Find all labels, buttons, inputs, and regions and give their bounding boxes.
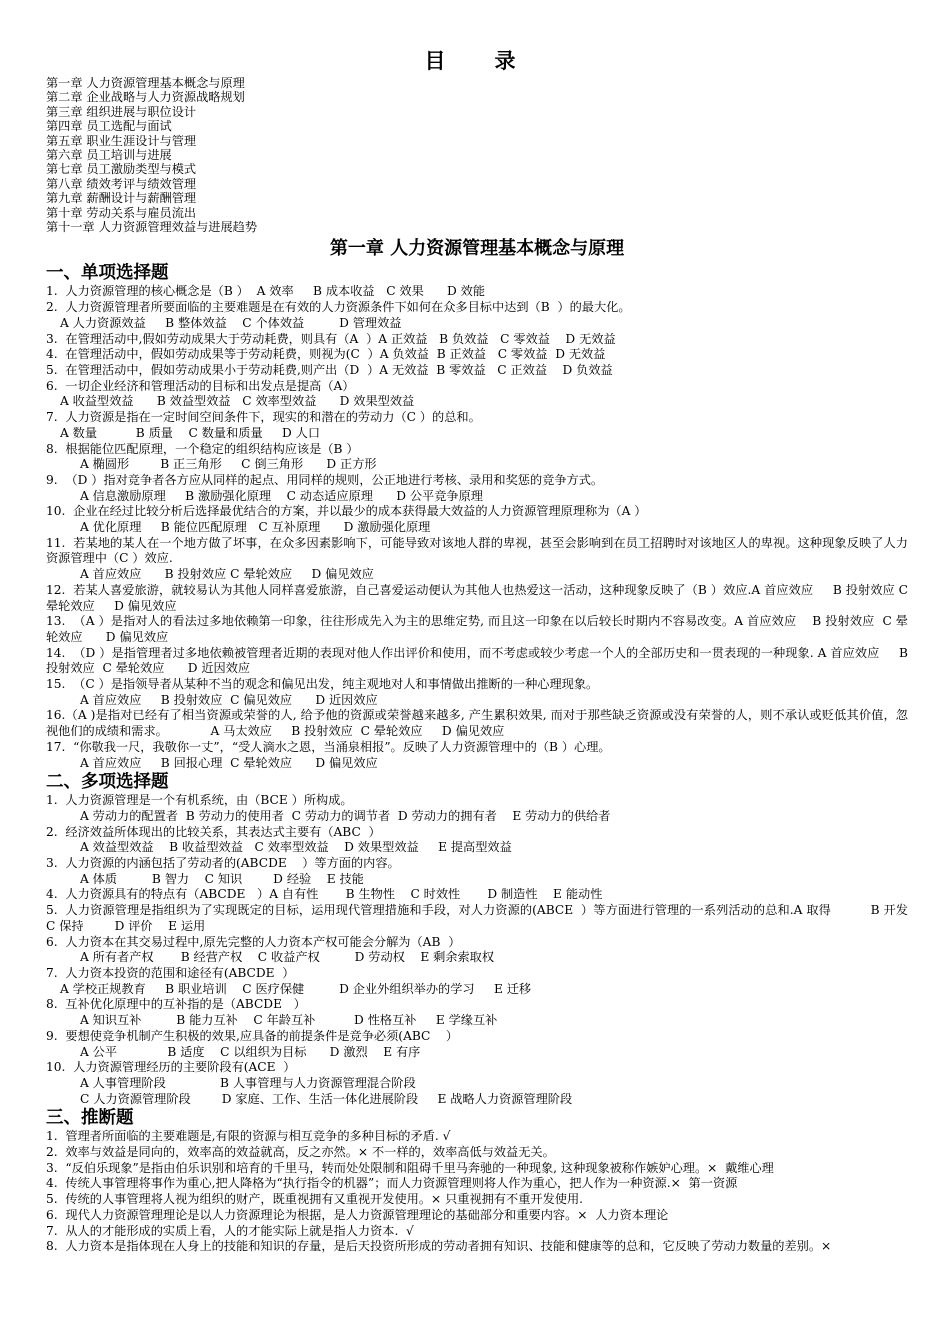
toc-item: 第七章 员工激励类型与模式 — [46, 162, 197, 177]
question-line: 9. 要想使竞争机制产生积极的效果,应具备的前提条件是竞争必须(ABC ） — [46, 1028, 459, 1043]
statement-line: 5. 传统的人事管理将人视为组织的财产，既重视拥有又重视开发使用。× 只重视拥有不重开发使用. — [46, 1192, 584, 1207]
options-line: A 公平 B 适度 C 以组织为目标 D 激烈 E 有序 — [80, 1044, 421, 1059]
question-line: 7. 人力资源是指在一定时间空间条件下，现实的和潜在的劳动力（C ）的总和。 — [46, 410, 481, 425]
options-line: A 首应效应 B 投射效应 C 晕轮效应 D 偏见效应 — [80, 567, 374, 582]
options-line: A 学校正规教育 B 职业培训 C 医疗保健 D 企业外组织举办的学习 E 迁移 — [60, 981, 532, 996]
options-line: A 优化原理 B 能位匹配原理 C 互补原理 D 激励强化原理 — [80, 520, 431, 535]
options-line: A 收益型效益 B 效益型效益 C 效率型效益 D 效果型效益 — [60, 394, 415, 409]
statement-line: 8. 人力资本是指体现在人身上的技能和知识的存量，是后天投资所形成的劳动者拥有知识、技能和健康等的总和，它反映了劳动力数量的差别。× — [46, 1239, 832, 1254]
question-line: 4. 人力资源具有的特点有（ABCDE ）A 自有性 B 生物性 C 时效性 D 制造性 E 能动性 — [46, 887, 603, 902]
statement-line: 3. “反伯乐现象”是指由伯乐识别和培育的千里马，转而处处限制和阻碍千里马奔驰的一种现象, 这种现象被称作嫉妒心理。× 戴维心理 — [46, 1160, 774, 1175]
options-line: C 人力资源管理阶段 D 家庭、工作、生活一体化进展阶段 E 战略人力资源管理阶段 — [80, 1091, 573, 1106]
toc-item: 第十章 劳动关系与雇员流出 — [46, 205, 197, 220]
table-of-contents — [46, 76, 908, 234]
statement-line: 7. 从人的才能形成的实质上看，人的才能实际上就是指人力资本. √ — [46, 1223, 414, 1238]
section-single-choice — [46, 284, 912, 771]
toc-item: 第五章 职业生涯设计与管理 — [46, 133, 197, 148]
statement-line: 2. 效率与效益是同向的，效率高的效益就高，反之亦然。× 不一样的，效率高低与效益无关。 — [46, 1145, 555, 1160]
question-line: 6. 人力资本在其交易过程中,原先完整的人力资本产权可能会分解为（AB ） — [46, 934, 461, 949]
toc-item: 第九章 薪酬设计与薪酬管理 — [46, 191, 197, 206]
question-line: 12. 若某人喜爱旅游，就较易认为其他人同样喜爱旅游，自己喜爱运动便认为其他人也热爱这一活动，这种现象反映了（B ）效应.A 首应效应 B 投射效应 C 晕轮效应 D 偏见效应 — [46, 582, 912, 613]
toc-item: 第四章 员工选配与面试 — [46, 119, 172, 134]
toc-title: 目 录 — [424, 48, 530, 73]
question-line: 17. “你敬我一尺，我敬你一丈”，“受人滴水之恩，当涌泉相报”。反映了人力资源管理中的（B ）心理。 — [46, 739, 611, 754]
options-line: A 人事管理阶段 B 人事管理与人力资源管理混合阶段 — [80, 1075, 416, 1090]
options-line: A 信息激励原理 B 激励强化原理 C 动态适应原理 D 公平竞争原理 — [80, 488, 483, 503]
question-line: 3. 在管理活动中,假如劳动成果大于劳动耗费，则具有（A ）A 正效益 B 负效益 C 零效益 D 无效益 — [46, 331, 616, 346]
section-heading-multiple-choice: 二、多项选择题 — [46, 772, 169, 793]
question-line: 5. 人力资源管理是指组织为了实现既定的目标，运用现代管理措施和手段，对人力资源的(ABCE ）等方面进行管理的一系列活动的总和.A 取得 B 开发 C 保持 D 评价 E 运用 — [46, 903, 924, 933]
question-line: 10. 人力资源管理经历的主要阶段有(ACE ） — [46, 1060, 296, 1075]
section-multiple-choice — [46, 793, 924, 1107]
toc-item: 第六章 员工培训与进展 — [46, 148, 172, 163]
statement-line: 6. 现代人力资源管理理论是以人力资源理论为根据，是人力资源管理理论的基础部分和重要内容。× 人力资本理论 — [46, 1207, 669, 1222]
question-line: 6. 一切企业经济和管理活动的目标和出发点是提高（A） — [46, 378, 355, 393]
question-line: 1. 人力资源管理的核心概念是（B ） A 效率 B 成本收益 C 效果 D 效能 — [46, 284, 486, 299]
options-line: A 效益型效益 B 收益型效益 C 效率型效益 D 效果型效益 E 提高型效益 — [80, 840, 512, 855]
toc-item: 第三章 组织进展与职位设计 — [46, 104, 197, 119]
statement-line: 4. 传统人事管理将事作为重心,把人降格为“执行指令的机器”；而人力资源管理则将人作为重心，把人作为一种资源.× 第一资源 — [46, 1176, 738, 1191]
section-true-false — [46, 1129, 908, 1255]
statement-line: 1. 管理者所面临的主要难题是,有限的资源与相互竞争的多种目标的矛盾. √ — [46, 1129, 451, 1144]
question-line: 16.（A )是指对已经有了相当资源或荣誉的人, 给予他的资源或荣誉越来越多, 产生累积效果, 而对于那些缺乏资源或没有荣誉的人，则不承认或贬低其价值，忽视他们的成绩和需求。 A 马太效应 B 投射效应 C 晕轮效应 D 偏见效应 — [46, 708, 908, 739]
section-heading-single-choice: 一、单项选择题 — [46, 263, 169, 284]
toc-item: 第八章 绩效考评与绩效管理 — [46, 176, 197, 191]
toc-item: 第十一章 人力资源管理效益与进展趋势 — [46, 220, 258, 235]
question-line: 15. （C ）是指领导者从某种不当的观念和偏见出发，纯主观地对人和事情做出推断的一种心理现象。 — [46, 677, 599, 692]
question-line: 14. （D ）是指管理者过多地依赖被管理者近期的表现对他人作出评价和使用，而不考虑或较少考虑一个人的全部历史和一贯表现的一种现象. A 首应效应 B 投射效应 C 晕轮效应 D 近因效应 — [46, 645, 912, 676]
options-line: A 首应效应 B 投射效应 C 偏见效应 D 近因效应 — [80, 692, 378, 707]
options-line: A 数量 B 质量 C 数量和质量 D 人口 — [60, 425, 321, 440]
question-line: 11. 若某地的某人在一个地方做了坏事，在众多因素影响下，可能导致对该地人群的卑视，甚至会影响到在员工招聘时对该地区人的卑视。这种现象反映了人力资源管理中（C ）效应. — [46, 535, 908, 566]
question-line: 13. （A ）是指对人的看法过多地依赖第一印象，往往形成先入为主的思维定势, 而且这一印象在以后较长时期内不容易改变。A 首应效应 B 投射效应 C 晕轮效应 D 偏见效应 — [46, 614, 908, 644]
options-line: A 体质 B 智力 C 知识 D 经验 E 技能 — [80, 871, 364, 886]
question-line: 10. 企业在经过比较分析后选择最优结合的方案，并以最少的成本获得最大效益的人力资源管理原理称为（A ） — [46, 504, 647, 519]
options-line: A 首应效应 B 回报心理 C 晕轮效应 D 偏见效应 — [80, 755, 378, 770]
section-heading-true-false: 三、推断题 — [46, 1108, 134, 1129]
question-line: 5. 在管理活动中，假如劳动成果小于劳动耗费,则产出（D ）A 无效益 B 零效益 C 正效益 D 负效益 — [46, 362, 613, 377]
question-line: 3. 人力资源的内涵包括了劳动者的(ABCDE ）等方面的内容。 — [46, 856, 400, 871]
question-line: 4. 在管理活动中，假如劳动成果等于劳动耗费，则视为(C ）A 负效益 B 正效益 C 零效益 D 无效益 — [46, 347, 606, 362]
question-line: 1. 人力资源管理是一个有机系统，由（BCE ）所构成。 — [46, 793, 353, 808]
options-line: A 知识互补 B 能力互补 C 年龄互补 D 性格互补 E 学缘互补 — [80, 1013, 498, 1028]
toc-item: 第一章 人力资源管理基本概念与原理 — [46, 76, 245, 90]
toc-item: 第二章 企业战略与人力资源战略规划 — [46, 90, 245, 105]
options-line: A 所有者产权 B 经营产权 C 收益产权 D 劳动权 E 剩余索取权 — [80, 950, 495, 965]
question-line: 9. （D ）指对竞争者各方应从同样的起点、用同样的规则，公正地进行考核、录用和奖惩的竞争方式。 — [46, 472, 604, 487]
options-line: A 人力资源效益 B 整体效益 C 个体效益 D 管理效益 — [60, 315, 402, 330]
chapter-title: 第一章 人力资源管理基本概念与原理 — [329, 238, 625, 260]
question-line: 2. 经济效益所体现出的比较关系，其表达式主要有（ABC ） — [46, 824, 381, 839]
options-line: A 劳动力的配置者 B 劳动力的使用者 C 劳动力的调节者 D 劳动力的拥有者 E 劳动力的供给者 — [80, 808, 611, 823]
question-line: 8. 根据能位匹配原理，一个稳定的组织结构应该是（B ） — [46, 441, 359, 456]
options-line: A 椭圆形 B 正三角形 C 倒三角形 D 正方形 — [80, 457, 377, 472]
question-line: 2. 人力资源管理者所要面临的主要难题是在有效的人力资源条件下如何在众多目标中达到（B ）的最大化。 — [46, 300, 631, 315]
question-line: 8. 互补优化原理中的互补指的是（ABCDE ） — [46, 997, 306, 1012]
question-line: 7. 人力资本投资的范围和途径有(ABCDE ） — [46, 966, 295, 980]
